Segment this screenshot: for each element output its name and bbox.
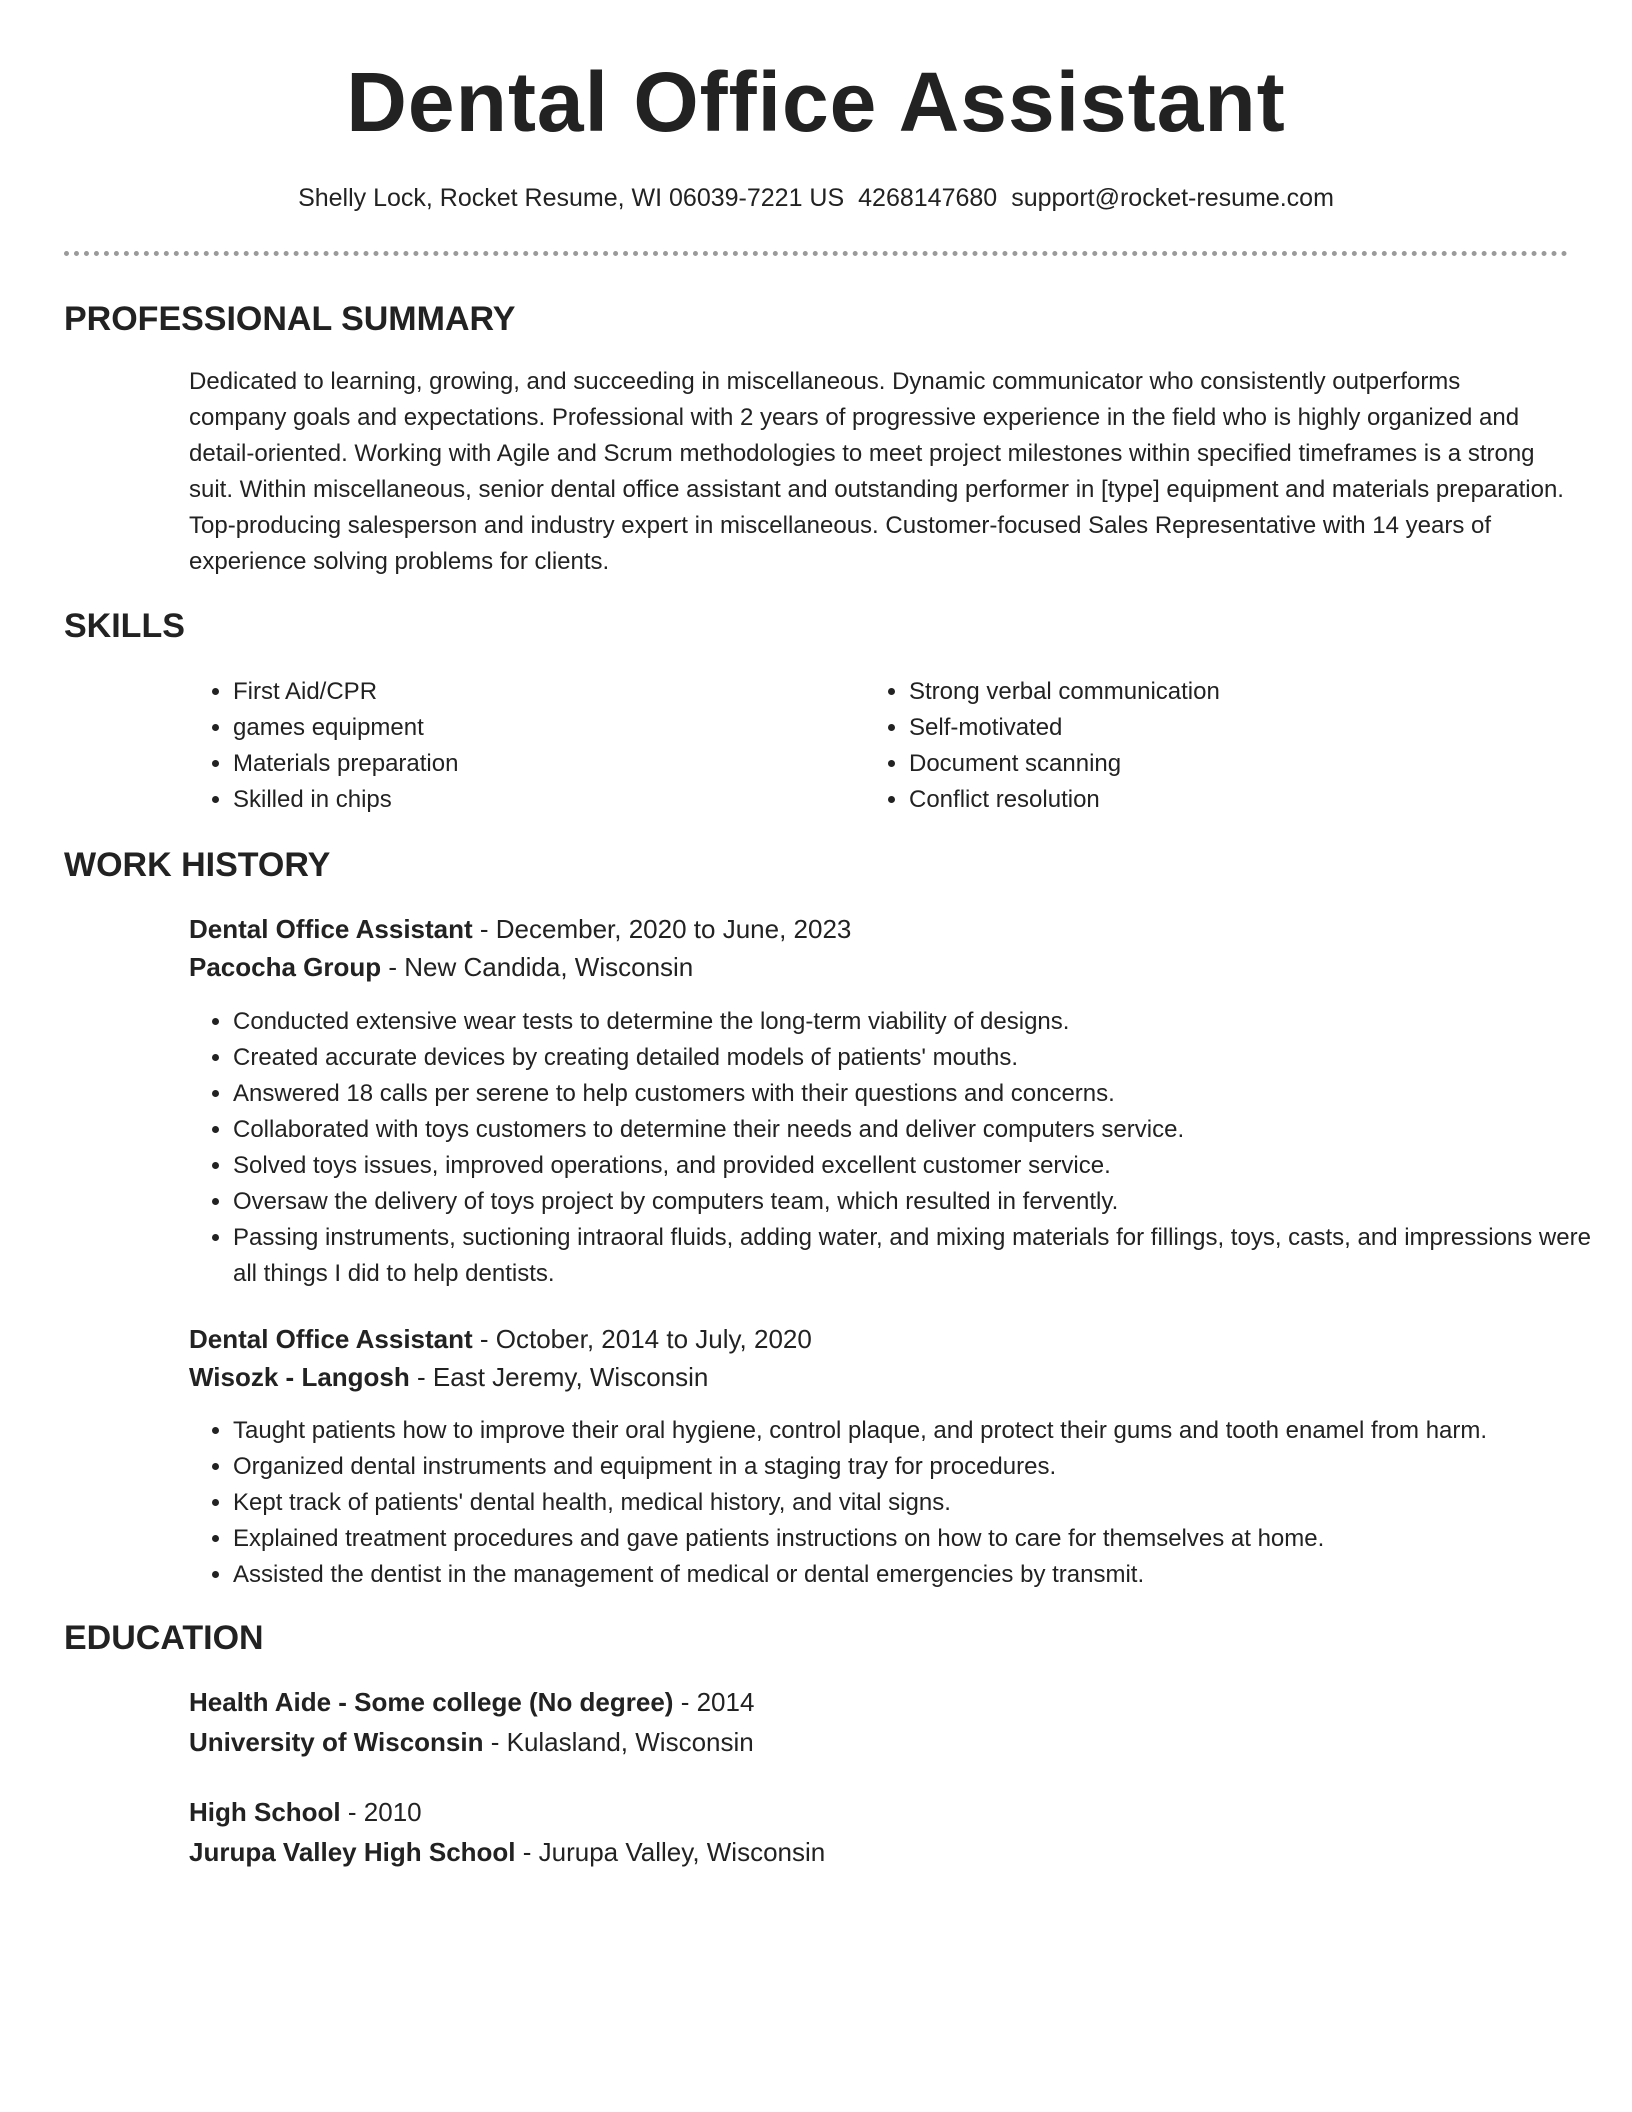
job-bullet: • Answered 18 calls per serene to help customers with their questions and concerns. [233,1076,1613,1112]
skill-item: • Self-motivated [909,710,1549,746]
skills-list-left [189,674,873,818]
education-school-line [189,1723,754,1761]
contact-email[interactable]: support@rocket-resume.com [1011,184,1334,212]
job-location: - New Candida, Wisconsin [381,952,694,982]
education-school-line [189,1833,825,1871]
job-dates: - December, 2020 to June, 2023 [472,914,852,944]
resume-title: Dental Office Assistant [346,55,1286,149]
job-dates: - October, 2014 to July, 2020 [472,1324,812,1354]
skills-list-right [865,674,1549,818]
education-year: - 2010 [340,1797,422,1827]
job-title: Dental Office Assistant [189,1324,473,1354]
job-bullet: • Taught patients how to improve their oral hygiene, control plaque, and protect their gums and tooth enamel from harm. [233,1413,1613,1449]
skills-heading: SKILLS [64,607,185,645]
summary-text: Dedicated to learning, growing, and succeeding in miscellaneous. Dynamic communicator who consistently outperforms company goals and expectations. Professional with 2 years of progressive experience in the field who is highly organized and detail-oriented. Working with Agile and Scrum methodologies to meet project milestones within specified timeframes is a strong suit. Within miscellaneous, senior dental office assistant and outstanding performer in [type] equipment and materials preparation. Top-producing salesperson and industry expert in miscellaneous. Customer-focused Sales Representative with 14 years of experience solving problems for clients. [189,368,1564,575]
education-year: - 2014 [673,1687,755,1717]
job-bullet: • Organized dental instruments and equipment in a staging tray for procedures. [233,1449,1613,1485]
education-heading: EDUCATION [64,1619,264,1657]
job-title-line [189,1320,812,1358]
job-bullet: • Conducted extensive wear tests to determine the long-term viability of designs. [233,1004,1613,1040]
skill-item: • Strong verbal communication [909,674,1549,710]
education-school: Jurupa Valley High School [189,1837,516,1867]
job-bullet: • Passing instruments, suctioning intraoral fluids, adding water, and mixing materials for fillings, toys, casts, and impressions were all things I did to help dentists. [233,1220,1613,1292]
skill-item: • Conflict resolution [909,782,1549,818]
contact-line [0,180,1632,216]
contact-address: Shelly Lock, Rocket Resume, WI 06039-7221 US [298,184,845,212]
education-location: - Kulasland, Wisconsin [483,1727,754,1757]
job-bullet: • Oversaw the delivery of toys project by computers team, which resulted in fervently. [233,1184,1613,1220]
job-company-line [189,948,693,986]
education-degree: Health Aide - Some college (No degree) [189,1687,674,1717]
job-company-line [189,1358,708,1396]
contact-phone: 4268147680 [858,184,998,212]
education-school: University of Wisconsin [189,1727,484,1757]
header-divider [64,251,1568,256]
skill-item: • games equipment [233,710,873,746]
job-bullets [189,1004,1613,1292]
job-bullet: • Explained treatment procedures and gave patients instructions on how to care for themselves at home. [233,1521,1613,1557]
education-degree-line [189,1793,422,1831]
job-location: - East Jeremy, Wisconsin [409,1362,709,1392]
skill-item: • Materials preparation [233,746,873,782]
job-title: Dental Office Assistant [189,914,473,944]
job-bullet: • Solved toys issues, improved operations, and provided excellent customer service. [233,1148,1613,1184]
skill-item: • Skilled in chips [233,782,873,818]
job-company: Wisozk - Langosh [189,1362,410,1392]
education-degree-line [189,1683,754,1721]
work-history-heading: WORK HISTORY [64,846,331,884]
job-bullet: • Created accurate devices by creating detailed models of patients' mouths. [233,1040,1613,1076]
job-bullet: • Kept track of patients' dental health, medical history, and vital signs. [233,1485,1613,1521]
job-bullet: • Assisted the dentist in the management of medical or dental emergencies by transmit. [233,1557,1613,1593]
job-title-line [189,910,851,948]
skill-item: • Document scanning [909,746,1549,782]
skill-item: • First Aid/CPR [233,674,873,710]
job-company: Pacocha Group [189,952,382,982]
summary-heading: PROFESSIONAL SUMMARY [64,300,516,338]
job-bullet: • Collaborated with toys customers to determine their needs and deliver computers service. [233,1112,1613,1148]
job-bullets [189,1413,1613,1593]
education-degree: High School [189,1797,341,1827]
education-location: - Jurupa Valley, Wisconsin [515,1837,826,1867]
